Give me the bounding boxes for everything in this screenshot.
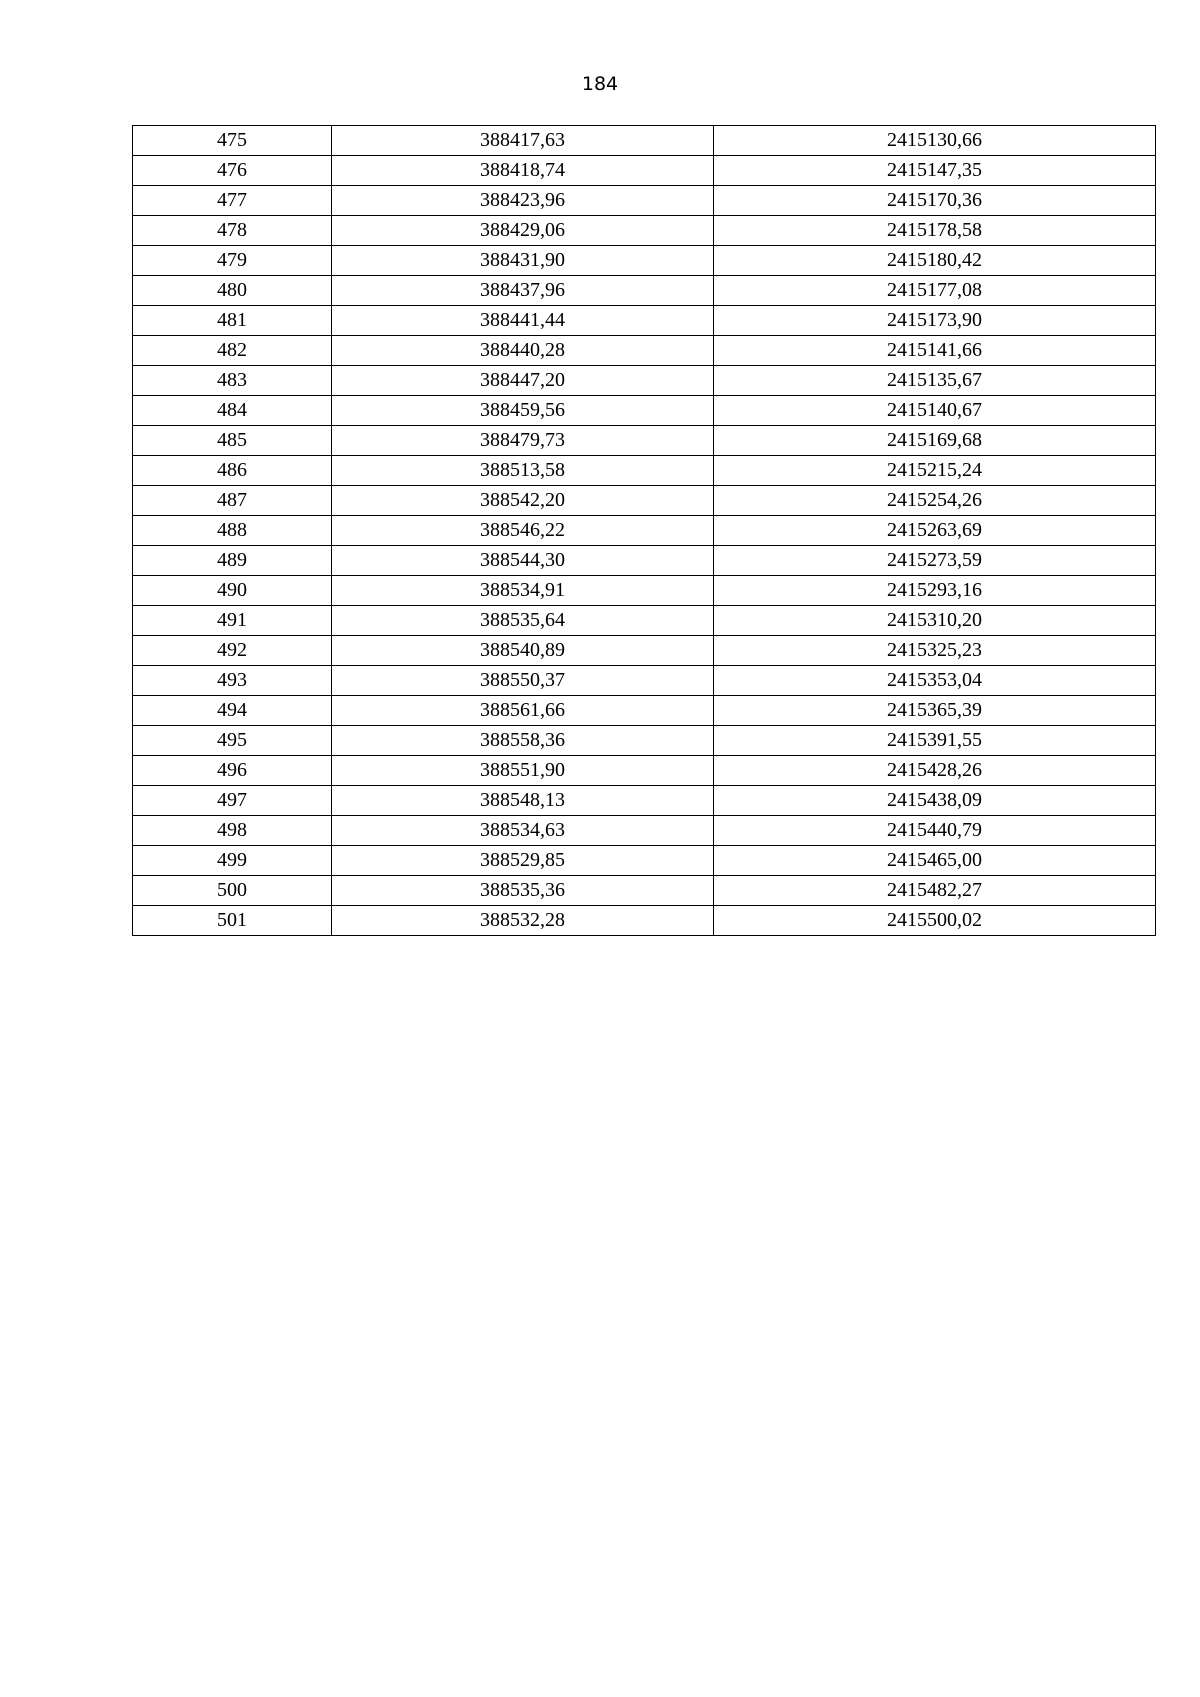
table-row	[133, 486, 1156, 516]
point-number-cell: 482	[133, 336, 332, 366]
y-coordinate-cell: 2415135,67	[714, 366, 1156, 396]
y-coordinate-cell: 2415482,27	[714, 876, 1156, 906]
x-coordinate-cell: 388431,90	[332, 246, 714, 276]
y-coordinate-cell: 2415180,42	[714, 246, 1156, 276]
x-coordinate-cell: 388534,63	[332, 816, 714, 846]
point-number-cell: 478	[133, 216, 332, 246]
x-coordinate-cell: 388540,89	[332, 636, 714, 666]
table-row	[133, 336, 1156, 366]
x-coordinate-cell: 388561,66	[332, 696, 714, 726]
table-row	[133, 606, 1156, 636]
x-coordinate-cell: 388535,36	[332, 876, 714, 906]
table-row	[133, 636, 1156, 666]
page-number: 184	[581, 73, 619, 95]
point-number-cell: 497	[133, 786, 332, 816]
point-number-cell: 479	[133, 246, 332, 276]
coordinates-table-body	[133, 126, 1156, 936]
y-coordinate-cell: 2415391,55	[714, 726, 1156, 756]
table-row	[133, 786, 1156, 816]
y-coordinate-cell: 2415147,35	[714, 156, 1156, 186]
y-coordinate-cell: 2415500,02	[714, 906, 1156, 936]
x-coordinate-cell: 388447,20	[332, 366, 714, 396]
point-number-cell: 489	[133, 546, 332, 576]
y-coordinate-cell: 2415310,20	[714, 606, 1156, 636]
table-row	[133, 156, 1156, 186]
y-coordinate-cell: 2415177,08	[714, 276, 1156, 306]
point-number-cell: 481	[133, 306, 332, 336]
table-row	[133, 456, 1156, 486]
point-number-cell: 500	[133, 876, 332, 906]
table-row	[133, 216, 1156, 246]
y-coordinate-cell: 2415365,39	[714, 696, 1156, 726]
table-row	[133, 186, 1156, 216]
table-row	[133, 846, 1156, 876]
x-coordinate-cell: 388548,13	[332, 786, 714, 816]
point-number-cell: 499	[133, 846, 332, 876]
point-number-cell: 496	[133, 756, 332, 786]
table-row	[133, 726, 1156, 756]
x-coordinate-cell: 388550,37	[332, 666, 714, 696]
y-coordinate-cell: 2415465,00	[714, 846, 1156, 876]
x-coordinate-cell: 388546,22	[332, 516, 714, 546]
x-coordinate-cell: 388534,91	[332, 576, 714, 606]
point-number-cell: 488	[133, 516, 332, 546]
table-row	[133, 666, 1156, 696]
y-coordinate-cell: 2415293,16	[714, 576, 1156, 606]
table-row	[133, 696, 1156, 726]
y-coordinate-cell: 2415141,66	[714, 336, 1156, 366]
y-coordinate-cell: 2415438,09	[714, 786, 1156, 816]
x-coordinate-cell: 388513,58	[332, 456, 714, 486]
table-row	[133, 426, 1156, 456]
y-coordinate-cell: 2415353,04	[714, 666, 1156, 696]
x-coordinate-cell: 388558,36	[332, 726, 714, 756]
point-number-cell: 485	[133, 426, 332, 456]
table-row	[133, 396, 1156, 426]
y-coordinate-cell: 2415273,59	[714, 546, 1156, 576]
y-coordinate-cell: 2415178,58	[714, 216, 1156, 246]
table-row	[133, 906, 1156, 936]
x-coordinate-cell: 388437,96	[332, 276, 714, 306]
point-number-cell: 494	[133, 696, 332, 726]
table-row	[133, 876, 1156, 906]
x-coordinate-cell: 388529,85	[332, 846, 714, 876]
table-row	[133, 816, 1156, 846]
x-coordinate-cell: 388551,90	[332, 756, 714, 786]
table-row	[133, 126, 1156, 156]
x-coordinate-cell: 388429,06	[332, 216, 714, 246]
point-number-cell: 490	[133, 576, 332, 606]
x-coordinate-cell: 388418,74	[332, 156, 714, 186]
y-coordinate-cell: 2415170,36	[714, 186, 1156, 216]
x-coordinate-cell: 388542,20	[332, 486, 714, 516]
table-row	[133, 276, 1156, 306]
y-coordinate-cell: 2415215,24	[714, 456, 1156, 486]
point-number-cell: 501	[133, 906, 332, 936]
point-number-cell: 476	[133, 156, 332, 186]
point-number-cell: 498	[133, 816, 332, 846]
x-coordinate-cell: 388441,44	[332, 306, 714, 336]
point-number-cell: 492	[133, 636, 332, 666]
x-coordinate-cell: 388459,56	[332, 396, 714, 426]
table-row	[133, 246, 1156, 276]
point-number-cell: 484	[133, 396, 332, 426]
point-number-cell: 493	[133, 666, 332, 696]
x-coordinate-cell: 388479,73	[332, 426, 714, 456]
x-coordinate-cell: 388535,64	[332, 606, 714, 636]
y-coordinate-cell: 2415140,67	[714, 396, 1156, 426]
point-number-cell: 480	[133, 276, 332, 306]
table-row	[133, 516, 1156, 546]
point-number-cell: 486	[133, 456, 332, 486]
y-coordinate-cell: 2415440,79	[714, 816, 1156, 846]
x-coordinate-cell: 388423,96	[332, 186, 714, 216]
y-coordinate-cell: 2415325,23	[714, 636, 1156, 666]
y-coordinate-cell: 2415169,68	[714, 426, 1156, 456]
point-number-cell: 477	[133, 186, 332, 216]
table-row	[133, 756, 1156, 786]
table-row	[133, 546, 1156, 576]
y-coordinate-cell: 2415173,90	[714, 306, 1156, 336]
y-coordinate-cell: 2415428,26	[714, 756, 1156, 786]
x-coordinate-cell: 388532,28	[332, 906, 714, 936]
table-row	[133, 576, 1156, 606]
x-coordinate-cell: 388417,63	[332, 126, 714, 156]
coordinates-table	[132, 125, 1156, 936]
table-row	[133, 306, 1156, 336]
y-coordinate-cell: 2415263,69	[714, 516, 1156, 546]
y-coordinate-cell: 2415130,66	[714, 126, 1156, 156]
x-coordinate-cell: 388544,30	[332, 546, 714, 576]
point-number-cell: 483	[133, 366, 332, 396]
x-coordinate-cell: 388440,28	[332, 336, 714, 366]
y-coordinate-cell: 2415254,26	[714, 486, 1156, 516]
table-row	[133, 366, 1156, 396]
point-number-cell: 495	[133, 726, 332, 756]
point-number-cell: 475	[133, 126, 332, 156]
point-number-cell: 487	[133, 486, 332, 516]
point-number-cell: 491	[133, 606, 332, 636]
